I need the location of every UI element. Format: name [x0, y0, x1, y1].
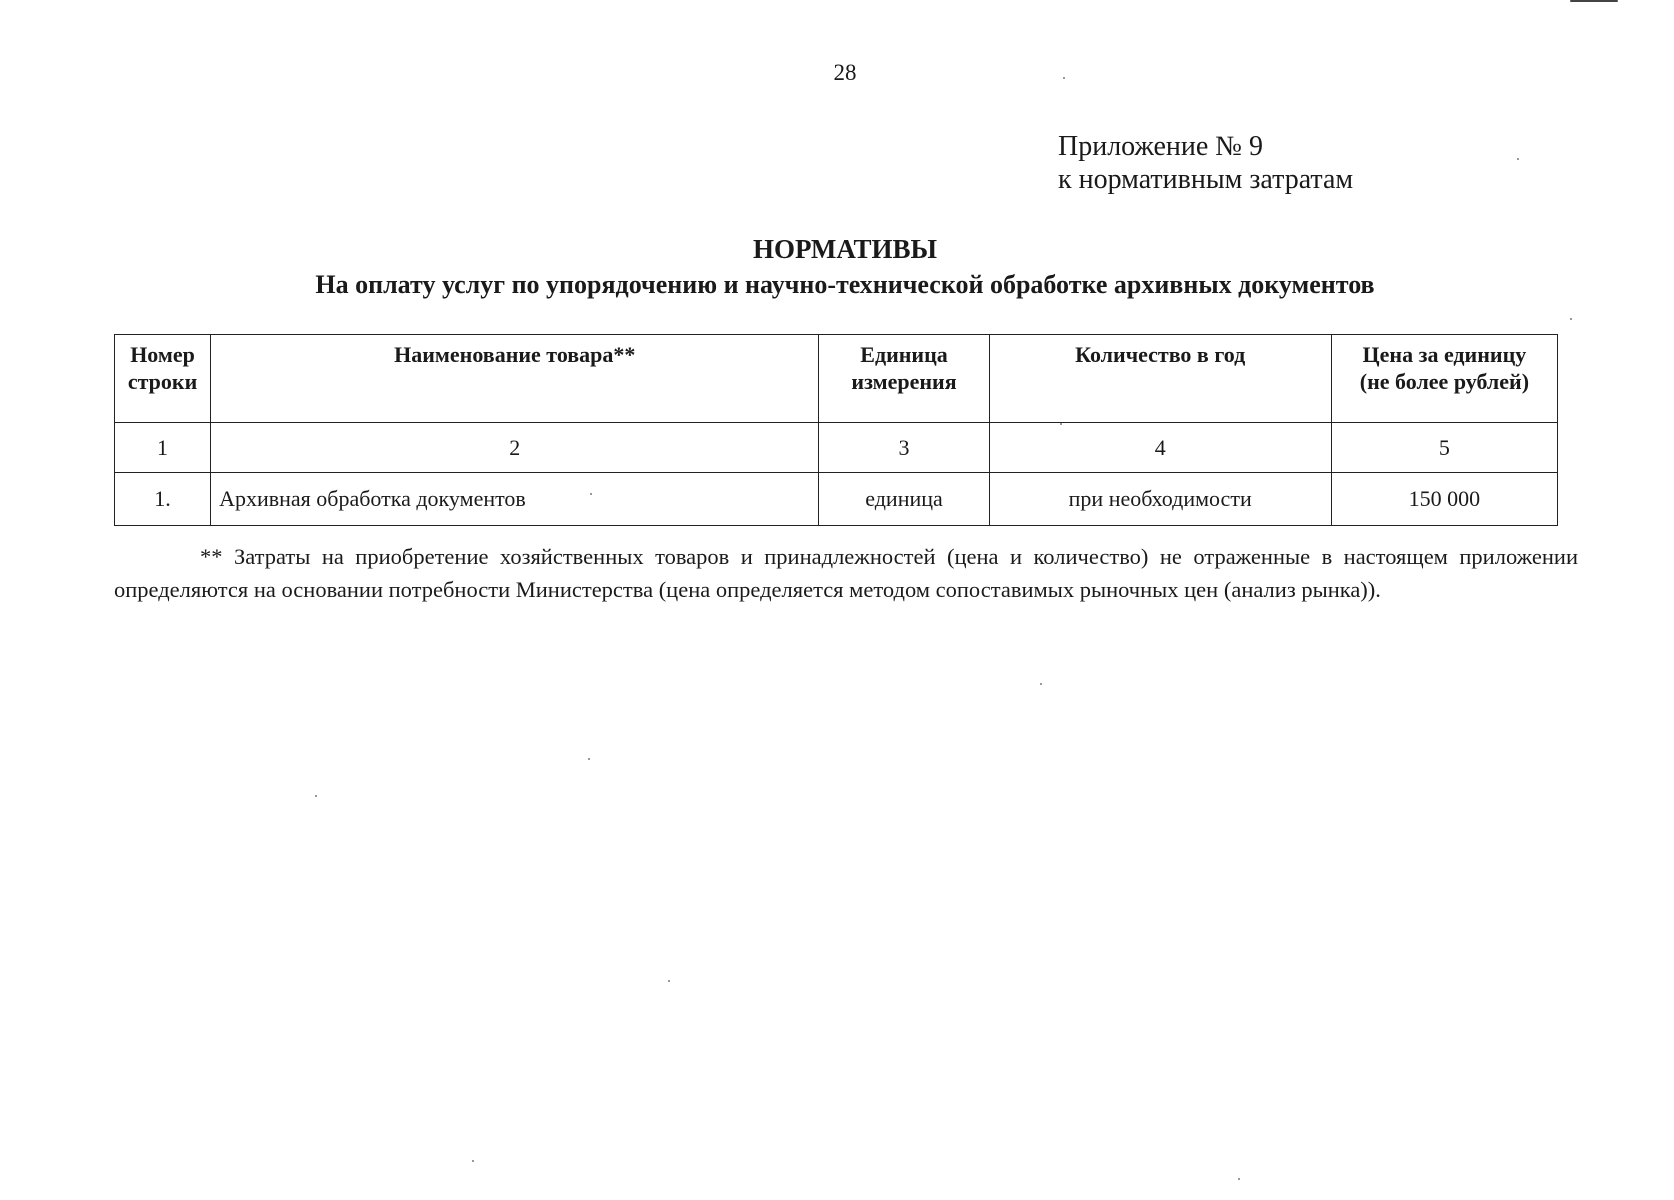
column-number: 4 — [989, 423, 1331, 473]
row-number-cell: 1. — [115, 473, 211, 526]
scan-speck — [1570, 318, 1572, 320]
unit-cell: единица — [819, 473, 989, 526]
header-quantity: Количество в год — [989, 335, 1331, 423]
scan-speck — [1040, 683, 1042, 685]
column-number: 5 — [1331, 423, 1557, 473]
quantity-cell: при необходимости — [989, 473, 1331, 526]
scan-speck — [1570, 0, 1618, 2]
scan-speck — [1063, 77, 1065, 79]
appendix-line-1: Приложение № 9 — [1058, 131, 1263, 162]
price-cell: 150 000 — [1331, 473, 1557, 526]
scan-speck — [588, 758, 590, 760]
table-row — [115, 473, 1558, 526]
item-name-cell: Архивная обработка документов — [211, 473, 819, 526]
appendix-line-2: к нормативным затратам — [1058, 164, 1354, 195]
column-number: 3 — [819, 423, 989, 473]
column-number: 2 — [211, 423, 819, 473]
page-number: 28 — [833, 60, 857, 85]
document-subtitle: На оплату услуг по упорядочению и научно-технической обработке архивных документов — [315, 270, 1375, 299]
appendix-note — [1058, 130, 1353, 196]
header-row-number: Номер строки — [115, 335, 211, 423]
header-price: Цена за единицу (не более рублей) — [1331, 335, 1557, 423]
column-number: 1 — [115, 423, 211, 473]
footnote: ** Затраты на приобретение хозяйственных товаров и принадлежностей (цена и количество) не отраженные в настоящем приложении определяются на основании потребности Министерства (цена определяется методом сопоставимых рыночных цен (анализ рынка)). — [114, 544, 1578, 602]
scan-speck — [1517, 158, 1519, 160]
scan-speck — [1238, 1178, 1240, 1180]
scan-speck — [472, 1160, 474, 1162]
scan-speck — [315, 795, 317, 797]
table-header-row — [115, 335, 1558, 423]
scan-speck — [1060, 423, 1062, 425]
scan-speck — [668, 980, 670, 982]
document-title: НОРМАТИВЫ — [752, 234, 938, 264]
norms-table — [114, 334, 1558, 526]
scan-speck — [590, 493, 592, 495]
column-number-row — [115, 423, 1558, 473]
header-item-name: Наименование товара** — [211, 335, 819, 423]
header-unit: Единица измерения — [819, 335, 989, 423]
